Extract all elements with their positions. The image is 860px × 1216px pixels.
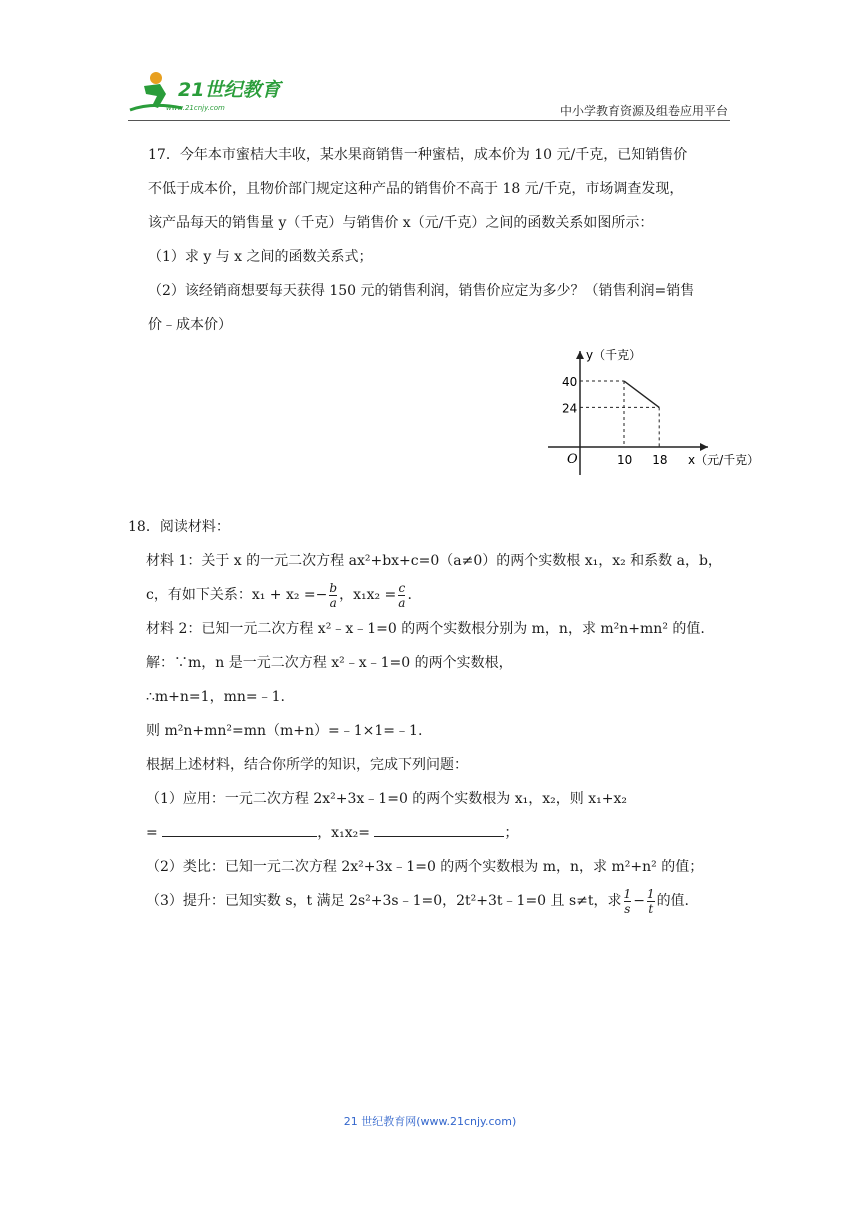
y-tick-label-0: 40 <box>562 375 578 389</box>
q18-material1-line2 <box>128 578 738 612</box>
frac1-den: a <box>329 595 337 610</box>
p3-f2-num: 1 <box>646 886 655 901</box>
q18-material1-line1: 材料 1：关于 x 的一元二次方程 ax²+bx+c=0（a≠0）的两个实数根 x₁，x₂ 和系数 a，b， <box>146 553 722 569</box>
q17-part1: （1）求 y 与 x 之间的函数关系式； <box>148 249 373 265</box>
p3-end: 的值. <box>656 893 690 909</box>
logo-url: www.21cnjy.com <box>166 104 225 112</box>
q17-graph <box>548 345 768 480</box>
p1-eq: = <box>146 825 158 841</box>
q18-part3 <box>128 884 738 918</box>
q18-part1-line2 <box>128 816 738 850</box>
q17-line1: 17．今年本市蜜桔大丰收，某水果商销售一种蜜桔，成本价为 10 元/千克，已知销售价 <box>148 147 688 163</box>
fraction-c-over-a <box>398 581 405 610</box>
q17-line2: 不低于成本价，且物价部门规定这种产品的销售价不高于 18 元/千克，市场调查发现， <box>148 181 684 197</box>
question-18 <box>128 510 738 918</box>
logo-text: 21世纪教育 <box>178 79 281 101</box>
q17-line3: 该产品每天的销售量 y（千克）与销售价 x（元/千克）之间的函数关系如图所示： <box>148 215 654 231</box>
q18-solution3: 则 m²n+mn²=mn（m+n）=﹣1×1=﹣1. <box>146 723 423 739</box>
x-tick-label-0: 10 <box>617 453 633 467</box>
answer-blank-sum[interactable] <box>162 822 317 837</box>
p3-f2-den: t <box>648 901 654 916</box>
q18-intro: 根据上述材料，结合你所学的知识，完成下列问题： <box>146 757 468 773</box>
q18-solution1: 解：∵m，n 是一元二次方程 x²﹣x﹣1=0 的两个实数根， <box>146 655 513 671</box>
fraction-b-over-a <box>329 581 337 610</box>
header-divider <box>128 120 730 121</box>
y-tick-label-1: 24 <box>562 401 578 416</box>
series-line <box>624 381 659 407</box>
frac1-num: b <box>329 580 338 595</box>
footer-text: 21 世纪教育网(www.21cnjy.com) <box>343 1115 517 1128</box>
frac2-den: a <box>398 595 406 610</box>
y-axis-label: y（千克） <box>586 348 642 362</box>
m1-prefix: c，有如下关系：x₁ + x₂ =− <box>146 587 328 603</box>
x-tick-label-1: 18 <box>652 453 668 467</box>
q17-part2b: 价﹣成本价） <box>148 317 232 333</box>
x-axis-arrow <box>700 443 708 451</box>
p3-prefix: （3）提升：已知实数 s，t 满足 2s²+3s﹣1=0，2t²+3t﹣1=0 且 s≠t，求 <box>146 893 622 909</box>
p3-minus: − <box>633 893 645 909</box>
q17-part2a: （2）该经销商想要每天获得 150 元的销售利润，销售价应定为多少？（销售利润=销售 <box>148 283 695 299</box>
site-logo <box>122 64 292 120</box>
fraction-1-over-t <box>647 887 655 916</box>
fraction-1-over-s <box>624 887 632 916</box>
graph-svg <box>548 345 768 480</box>
q18-part1-line1: （1）应用：一元二次方程 2x²+3x﹣1=0 的两个实数根为 x₁，x₂，则 x₁+x₂ <box>146 791 627 807</box>
m1-mid: ，x₁x₂ = <box>339 587 397 603</box>
question-17 <box>148 138 728 342</box>
answer-blank-product[interactable] <box>374 822 504 837</box>
p1-end: ； <box>504 825 519 841</box>
x-axis-label: x（元/千克） <box>688 453 760 467</box>
q18-solution2: ∴m+n=1，mn=﹣1. <box>146 689 285 705</box>
y-axis-arrow <box>576 351 584 359</box>
q18-part2: （2）类比：已知一元二次方程 2x²+3x﹣1=0 的两个实数根为 m，n，求 m²+n² 的值； <box>146 859 704 875</box>
q18-material2: 材料 2：已知一元二次方程 x²﹣x﹣1=0 的两个实数根分别为 m，n，求 m²n+mn² 的值. <box>146 621 705 637</box>
header-slogan: 中小学教育资源及组卷应用平台 <box>559 104 728 118</box>
frac2-num: c <box>398 580 406 595</box>
origin-label: O <box>567 452 578 467</box>
m1-end: . <box>407 587 412 603</box>
p1-mid: ，x₁x₂= <box>317 825 370 841</box>
p3-f1-num: 1 <box>623 886 632 901</box>
q18-title: 18．阅读材料： <box>128 519 230 535</box>
p3-f1-den: s <box>624 901 631 916</box>
